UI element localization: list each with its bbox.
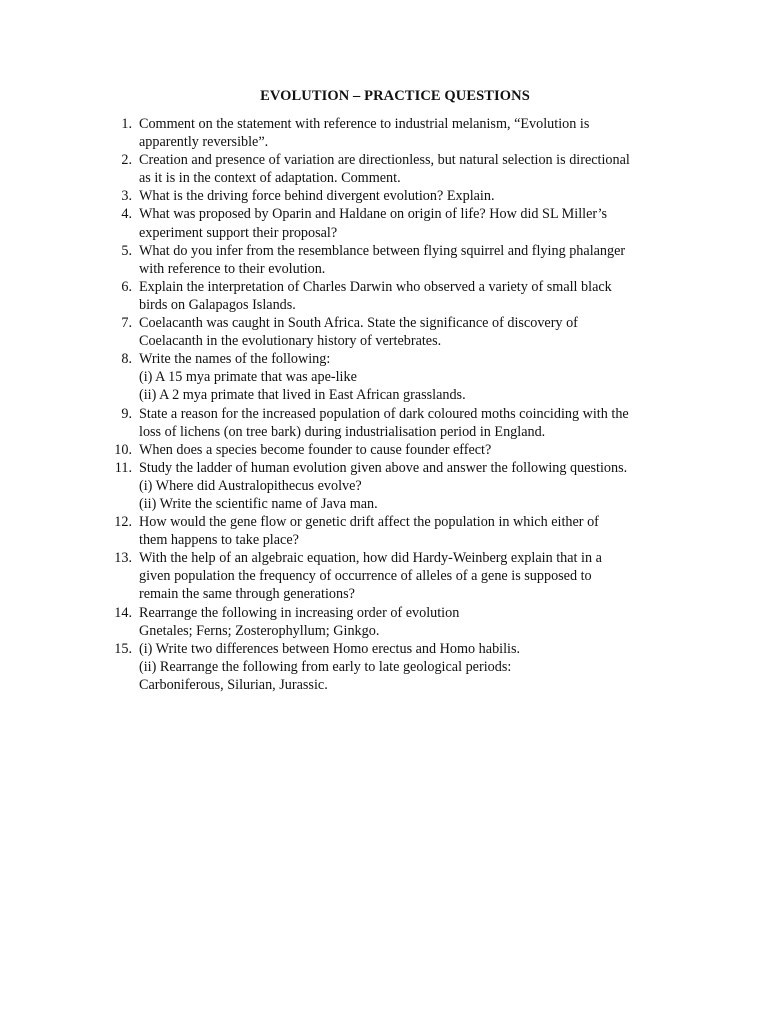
question-text-line: With the help of an algebraic equation, how did Hardy-Weinberg explain that in a <box>139 550 602 567</box>
question-text-line: How would the gene flow or genetic drift affect the population in which either of <box>139 514 599 531</box>
question-text-line: (ii) A 2 mya primate that lived in East African grasslands. <box>139 387 466 404</box>
question-item <box>112 242 682 278</box>
question-item <box>112 459 682 513</box>
question-text-line: What was proposed by Oparin and Haldane on origin of life? How did SL Miller’s <box>139 206 608 223</box>
question-text-line: What is the driving force behind divergent evolution? Explain. <box>139 188 495 205</box>
question-text-line: (i) Write two differences between Homo erectus and Homo habilis. <box>139 640 521 657</box>
question-text-line: Write the names of the following: <box>139 351 331 368</box>
question-number: 9. <box>121 405 132 422</box>
question-item <box>112 441 682 459</box>
question-item <box>112 187 682 205</box>
question-number: 10. <box>114 441 132 458</box>
question-text-line: State a reason for the increased population of dark coloured moths coinciding with the <box>139 405 629 422</box>
question-number: 4. <box>121 206 132 223</box>
question-number: 3. <box>121 188 132 205</box>
question-text-line: Creation and presence of variation are directionless, but natural selection is directional <box>139 152 630 169</box>
question-text-line: Gnetales; Ferns; Zosterophyllum; Ginkgo. <box>139 622 380 639</box>
question-text-line: with reference to their evolution. <box>139 260 326 277</box>
question-number: 6. <box>121 278 132 295</box>
question-text-line: Coelacanth in the evolutionary history of vertebrates. <box>139 333 442 350</box>
question-number: 1. <box>121 116 132 132</box>
question-item <box>112 350 682 404</box>
question-number: 2. <box>121 152 132 169</box>
question-text-line: experiment support their proposal? <box>139 224 338 241</box>
question-list <box>112 115 682 694</box>
question-text-line: loss of lichens (on tree bark) during industrialisation period in England. <box>139 423 546 440</box>
question-item <box>112 314 682 350</box>
question-item <box>112 151 682 187</box>
question-text-line: What do you infer from the resemblance between flying squirrel and flying phalanger <box>139 242 626 259</box>
question-number: 12. <box>114 514 132 531</box>
question-item <box>112 604 682 640</box>
question-item <box>112 640 682 694</box>
question-number: 7. <box>121 315 132 332</box>
question-text-line: Explain the interpretation of Charles Darwin who observed a variety of small black <box>139 278 612 295</box>
question-text-line: Coelacanth was caught in South Africa. State the significance of discovery of <box>139 315 578 332</box>
question-item <box>112 115 682 151</box>
question-text-line: (ii) Rearrange the following from early to late geological periods: <box>139 658 512 675</box>
question-text-line: as it is in the context of adaptation. Comment. <box>139 170 401 187</box>
question-number: 11. <box>114 459 132 476</box>
question-text-line: Comment on the statement with reference to industrial melanism, “Evolution is <box>139 116 590 132</box>
question-number: 13. <box>114 550 132 567</box>
question-text-line: given population the frequency of occurrence of alleles of a gene is supposed to <box>139 568 592 585</box>
question-text-line: (i) A 15 mya primate that was ape-like <box>139 369 357 386</box>
question-number: 15. <box>114 640 132 657</box>
question-text-line: Rearrange the following in increasing order of evolution <box>139 604 460 621</box>
question-item <box>112 205 682 241</box>
question-text-line: Study the ladder of human evolution given above and answer the following questions. <box>139 459 628 476</box>
question-item <box>112 513 682 549</box>
question-text-line: When does a species become founder to cause founder effect? <box>139 441 492 458</box>
question-text-line: birds on Galapagos Islands. <box>139 296 296 313</box>
question-number: 14. <box>114 604 132 621</box>
question-text-line: them happens to take place? <box>139 532 299 549</box>
question-text-line: remain the same through generations? <box>139 586 355 603</box>
question-item <box>112 549 682 603</box>
question-number: 5. <box>121 242 132 259</box>
question-text-line: Carboniferous, Silurian, Jurassic. <box>139 676 328 693</box>
page-title: EVOLUTION – PRACTICE QUESTIONS <box>260 88 530 104</box>
question-number: 8. <box>121 351 132 368</box>
question-text-line: (i) Where did Australopithecus evolve? <box>139 477 362 494</box>
question-item <box>112 278 682 314</box>
question-text-line: (ii) Write the scientific name of Java man. <box>139 495 378 512</box>
question-item <box>112 405 682 441</box>
question-text-line: apparently reversible”. <box>139 134 269 151</box>
